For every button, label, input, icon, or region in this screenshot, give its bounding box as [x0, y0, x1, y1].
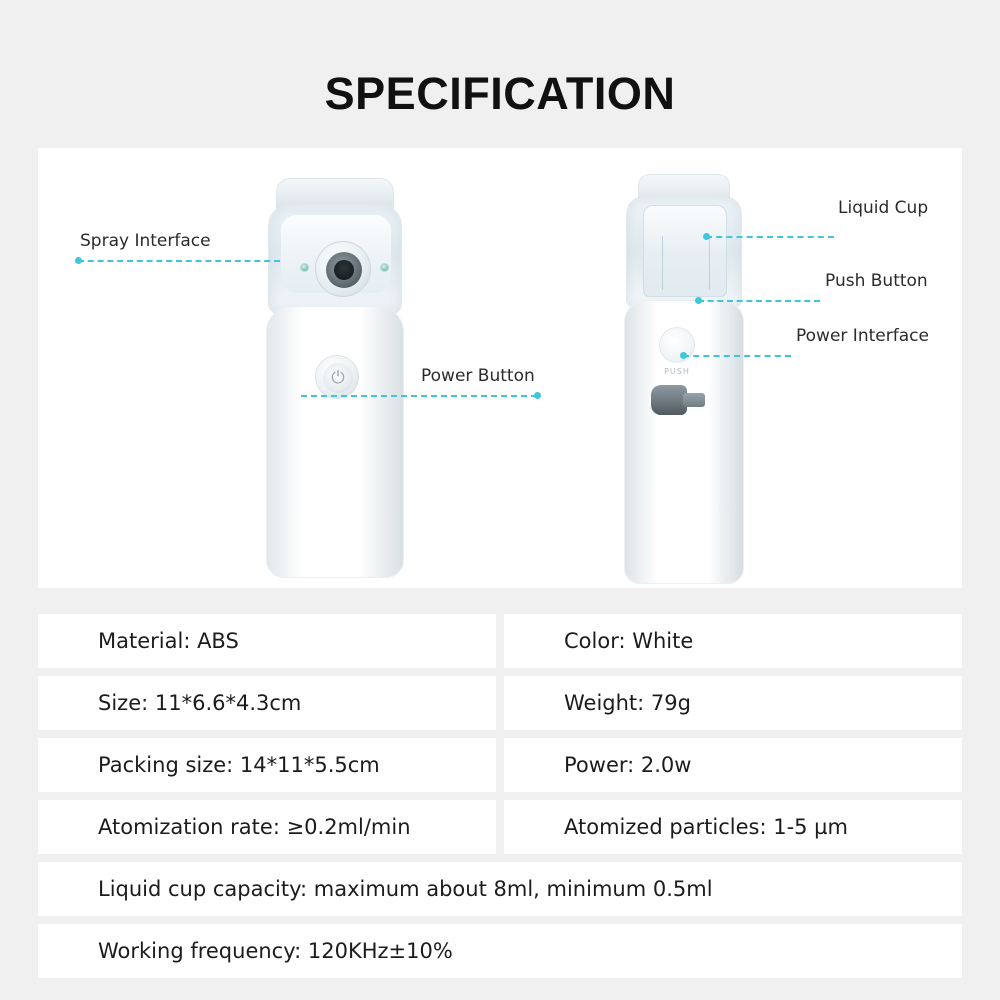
spec-cell: Working frequency: 120KHz±10%: [38, 924, 962, 978]
liquid-cup-housing: [626, 196, 742, 308]
nozzle-hole: [334, 260, 354, 280]
product-diagram-panel: [38, 148, 962, 588]
callout-liquid-cup: Liquid Cup: [838, 198, 929, 218]
leader-dot-spray-interface: [75, 257, 82, 264]
leader-line-power-button: [301, 395, 537, 397]
power-interface-port: [651, 385, 687, 415]
liquid-cup-wall: [662, 236, 710, 290]
spec-cell: Weight: 79g: [504, 676, 962, 730]
spec-cell: Packing size: 14*11*5.5cm: [38, 738, 496, 792]
table-row: [38, 676, 962, 730]
callout-power-button: Power Button: [421, 366, 535, 386]
spray-interface-icon: [315, 241, 371, 297]
power-button: [315, 355, 359, 399]
screw-icon: [380, 263, 389, 272]
callout-push-button: Push Button: [825, 271, 928, 291]
leader-line-spray-interface: [78, 260, 280, 262]
device-body: [266, 306, 404, 578]
callout-spray-interface: Spray Interface: [80, 231, 211, 251]
table-row: [38, 862, 962, 916]
leader-line-power-interface: [683, 355, 791, 357]
callout-power-interface: Power Interface: [796, 326, 929, 346]
leader-dot-liquid-cup: [703, 233, 710, 240]
transparent-housing: [268, 204, 402, 314]
leader-dot-power-interface: [680, 352, 687, 359]
push-button-label: PUSH: [664, 367, 690, 376]
device-body: [624, 300, 744, 584]
power-icon: ⏻: [323, 363, 353, 393]
table-row: [38, 614, 962, 668]
specification-table: [38, 614, 962, 986]
nebulizer-front-view: [248, 178, 418, 578]
table-row: [38, 738, 962, 792]
leader-line-liquid-cup: [706, 236, 834, 238]
table-row: [38, 924, 962, 978]
page-title: SPECIFICATION: [324, 68, 676, 119]
leader-line-push-button: [698, 300, 820, 302]
spec-cell: Color: White: [504, 614, 962, 668]
nozzle-ring: [326, 252, 362, 288]
leader-dot-push-button: [695, 297, 702, 304]
screw-icon: [300, 263, 309, 272]
spec-cell: Atomization rate: ≥0.2ml/min: [38, 800, 496, 854]
power-interface-tip: [683, 393, 705, 407]
liquid-cup: [643, 205, 727, 297]
spec-cell: Liquid cup capacity: maximum about 8ml, minimum 0.5ml: [38, 862, 962, 916]
table-row: [38, 800, 962, 854]
spec-cell: Material: ABS: [38, 614, 496, 668]
leader-dot-power-button: [534, 392, 541, 399]
push-button: [659, 327, 695, 363]
spec-cell: Atomized particles: 1-5 µm: [504, 800, 962, 854]
spec-cell: Power: 2.0w: [504, 738, 962, 792]
spec-cell: Size: 11*6.6*4.3cm: [38, 676, 496, 730]
